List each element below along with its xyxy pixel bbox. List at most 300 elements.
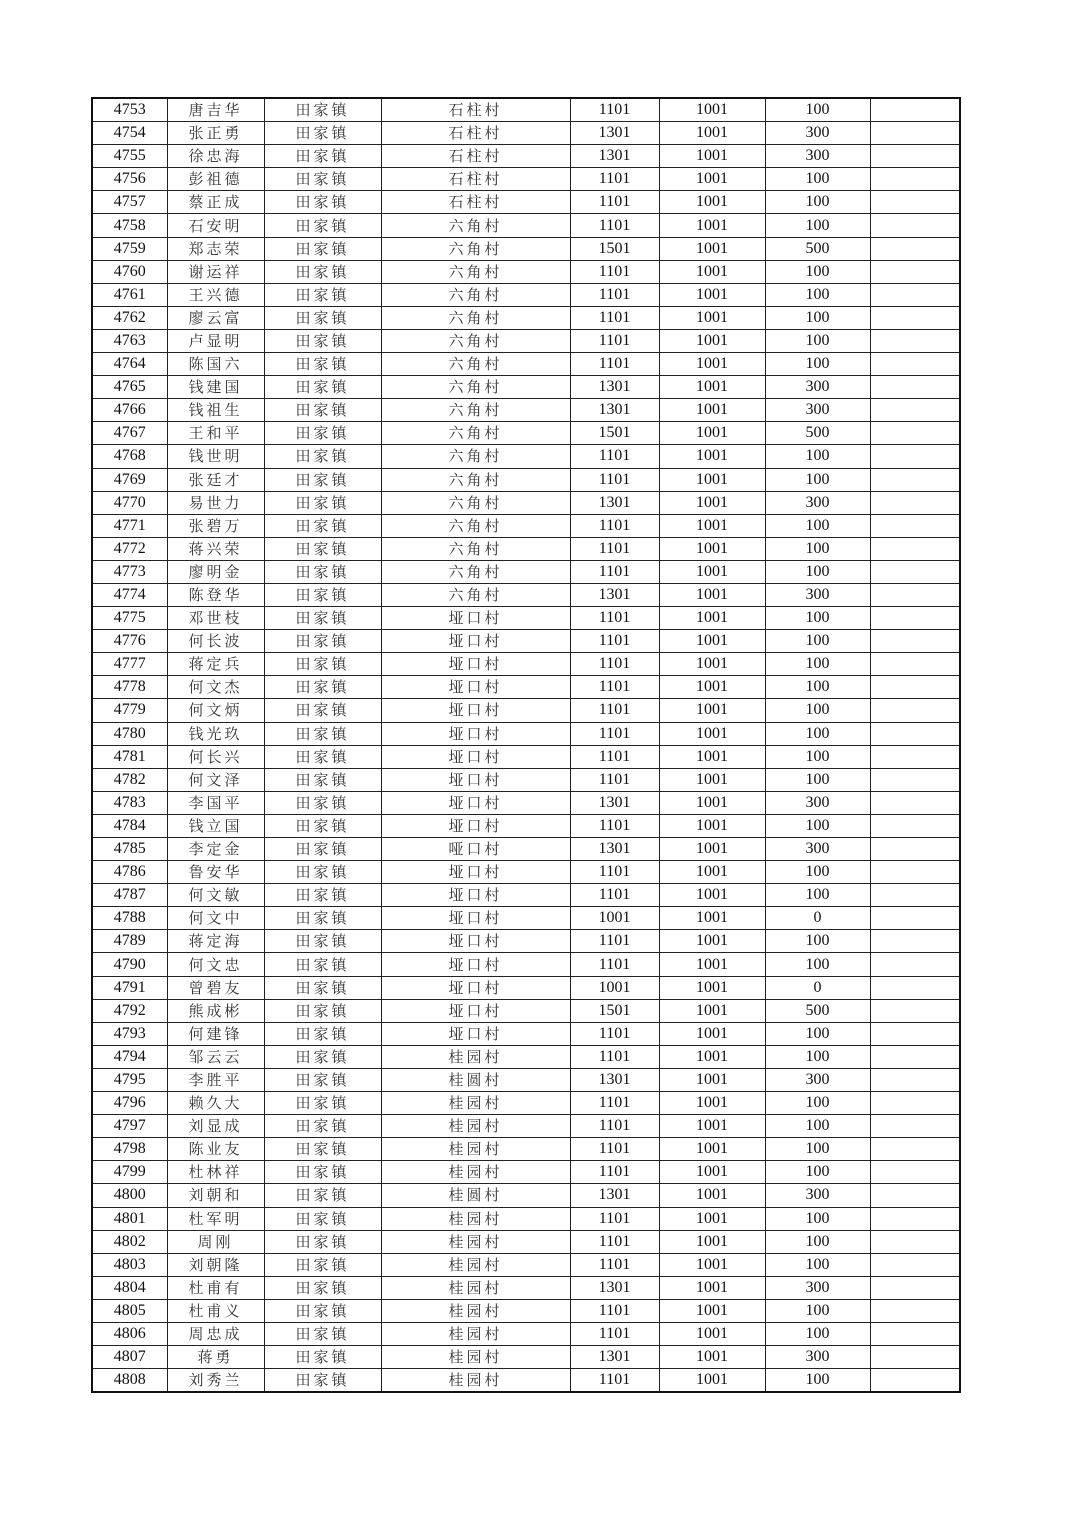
cell-code-a: 1101 [570, 329, 659, 352]
cell-village: 垭口村 [381, 999, 570, 1022]
table-row [92, 745, 960, 768]
cell-code-b: 1001 [659, 745, 765, 768]
cell-amount: 100 [765, 814, 870, 837]
cell-town: 田家镇 [264, 1207, 381, 1230]
cell-name: 邓世枝 [167, 607, 264, 630]
cell-town: 田家镇 [264, 1253, 381, 1276]
cell-name: 唐吉华 [167, 98, 264, 122]
cell-id: 4786 [92, 861, 167, 884]
table-row [92, 1138, 960, 1161]
cell-amount: 100 [765, 1253, 870, 1276]
table-row [92, 1369, 960, 1393]
cell-town: 田家镇 [264, 98, 381, 122]
cell-amount: 100 [765, 1207, 870, 1230]
cell-amount: 300 [765, 583, 870, 606]
cell-name: 何文泽 [167, 768, 264, 791]
table-row [92, 491, 960, 514]
cell-code-a: 1101 [570, 768, 659, 791]
cell-amount: 100 [765, 676, 870, 699]
cell-remark [870, 1184, 960, 1207]
cell-amount: 100 [765, 1369, 870, 1393]
cell-amount: 300 [765, 1276, 870, 1299]
cell-code-b: 1001 [659, 283, 765, 306]
cell-village: 六角村 [381, 237, 570, 260]
table-row [92, 838, 960, 861]
cell-name: 蔡正成 [167, 191, 264, 214]
cell-id: 4765 [92, 376, 167, 399]
table-row [92, 560, 960, 583]
cell-code-a: 1101 [570, 1045, 659, 1068]
cell-id: 4759 [92, 237, 167, 260]
cell-name: 钱立国 [167, 814, 264, 837]
cell-code-a: 1101 [570, 560, 659, 583]
cell-village: 石柱村 [381, 191, 570, 214]
cell-town: 田家镇 [264, 814, 381, 837]
cell-remark [870, 745, 960, 768]
cell-id: 4777 [92, 653, 167, 676]
cell-village: 六角村 [381, 353, 570, 376]
cell-code-a: 1101 [570, 722, 659, 745]
cell-name: 钱建国 [167, 376, 264, 399]
cell-code-b: 1001 [659, 653, 765, 676]
cell-name: 杜军明 [167, 1207, 264, 1230]
cell-code-a: 1101 [570, 1253, 659, 1276]
cell-village: 桂园村 [381, 1045, 570, 1068]
table-row [92, 537, 960, 560]
cell-code-a: 1301 [570, 122, 659, 145]
cell-village: 石柱村 [381, 168, 570, 191]
cell-name: 何文炳 [167, 699, 264, 722]
cell-village: 六角村 [381, 537, 570, 560]
cell-village: 桂园村 [381, 1230, 570, 1253]
cell-village: 六角村 [381, 376, 570, 399]
cell-amount: 100 [765, 1322, 870, 1345]
cell-village: 桂园村 [381, 1322, 570, 1345]
cell-code-b: 1001 [659, 260, 765, 283]
cell-town: 田家镇 [264, 353, 381, 376]
cell-town: 田家镇 [264, 1322, 381, 1345]
cell-town: 田家镇 [264, 653, 381, 676]
cell-village: 垭口村 [381, 953, 570, 976]
cell-id: 4792 [92, 999, 167, 1022]
cell-remark [870, 329, 960, 352]
table-row [92, 722, 960, 745]
cell-amount: 100 [765, 1299, 870, 1322]
cell-town: 田家镇 [264, 953, 381, 976]
cell-id: 4785 [92, 838, 167, 861]
cell-remark [870, 1253, 960, 1276]
cell-code-a: 1101 [570, 1230, 659, 1253]
cell-town: 田家镇 [264, 976, 381, 999]
table-row [92, 260, 960, 283]
cell-name: 王兴德 [167, 283, 264, 306]
table-row [92, 98, 960, 122]
cell-id: 4769 [92, 468, 167, 491]
cell-code-a: 1101 [570, 1161, 659, 1184]
cell-remark [870, 1161, 960, 1184]
cell-code-a: 1101 [570, 653, 659, 676]
cell-village: 桂园村 [381, 1207, 570, 1230]
cell-town: 田家镇 [264, 306, 381, 329]
cell-id: 4808 [92, 1369, 167, 1393]
cell-name: 刘显成 [167, 1115, 264, 1138]
cell-amount: 300 [765, 491, 870, 514]
cell-village: 垭口村 [381, 676, 570, 699]
cell-code-a: 1101 [570, 445, 659, 468]
cell-id: 4795 [92, 1068, 167, 1091]
cell-amount: 100 [765, 191, 870, 214]
cell-amount: 100 [765, 884, 870, 907]
cell-amount: 100 [765, 861, 870, 884]
cell-amount: 300 [765, 791, 870, 814]
cell-remark [870, 1115, 960, 1138]
cell-amount: 100 [765, 1045, 870, 1068]
cell-village: 垭口村 [381, 907, 570, 930]
cell-code-b: 1001 [659, 1184, 765, 1207]
cell-village: 石柱村 [381, 98, 570, 122]
cell-village: 垭口村 [381, 699, 570, 722]
table-row [92, 884, 960, 907]
cell-code-a: 1101 [570, 884, 659, 907]
cell-id: 4794 [92, 1045, 167, 1068]
cell-code-a: 1101 [570, 514, 659, 537]
cell-remark [870, 1346, 960, 1369]
table-row [92, 122, 960, 145]
cell-name: 何长波 [167, 630, 264, 653]
cell-name: 何文敏 [167, 884, 264, 907]
cell-code-b: 1001 [659, 445, 765, 468]
cell-village: 桂园村 [381, 1161, 570, 1184]
cell-name: 易世力 [167, 491, 264, 514]
cell-amount: 100 [765, 768, 870, 791]
cell-id: 4760 [92, 260, 167, 283]
cell-town: 田家镇 [264, 445, 381, 468]
cell-name: 周刚 [167, 1230, 264, 1253]
cell-village: 桂园村 [381, 1092, 570, 1115]
cell-amount: 100 [765, 745, 870, 768]
cell-code-a: 1301 [570, 376, 659, 399]
cell-town: 田家镇 [264, 1184, 381, 1207]
cell-code-a: 1301 [570, 399, 659, 422]
cell-name: 杜林祥 [167, 1161, 264, 1184]
cell-village: 垭口村 [381, 791, 570, 814]
cell-remark [870, 653, 960, 676]
cell-town: 田家镇 [264, 1022, 381, 1045]
cell-code-a: 1101 [570, 953, 659, 976]
cell-remark [870, 376, 960, 399]
cell-town: 田家镇 [264, 214, 381, 237]
table-row [92, 1276, 960, 1299]
cell-village: 垭口村 [381, 607, 570, 630]
cell-amount: 100 [765, 445, 870, 468]
cell-name: 张碧万 [167, 514, 264, 537]
cell-remark [870, 1022, 960, 1045]
cell-amount: 100 [765, 468, 870, 491]
cell-remark [870, 1299, 960, 1322]
table-row [92, 976, 960, 999]
cell-code-b: 1001 [659, 168, 765, 191]
cell-code-b: 1001 [659, 98, 765, 122]
cell-code-a: 1101 [570, 537, 659, 560]
cell-remark [870, 422, 960, 445]
cell-name: 陈登华 [167, 583, 264, 606]
cell-village: 桂园村 [381, 1138, 570, 1161]
cell-code-b: 1001 [659, 953, 765, 976]
cell-id: 4758 [92, 214, 167, 237]
cell-village: 桂园村 [381, 1346, 570, 1369]
cell-remark [870, 1207, 960, 1230]
cell-town: 田家镇 [264, 376, 381, 399]
table-row [92, 1115, 960, 1138]
cell-amount: 300 [765, 399, 870, 422]
cell-village: 桂圆村 [381, 1068, 570, 1091]
cell-village: 垭口村 [381, 745, 570, 768]
cell-name: 钱祖生 [167, 399, 264, 422]
data-table [91, 97, 961, 1393]
cell-town: 田家镇 [264, 884, 381, 907]
cell-name: 李定金 [167, 838, 264, 861]
cell-remark [870, 953, 960, 976]
cell-amount: 100 [765, 1022, 870, 1045]
cell-code-a: 1101 [570, 168, 659, 191]
cell-name: 何文忠 [167, 953, 264, 976]
cell-code-a: 1101 [570, 1207, 659, 1230]
cell-code-a: 1301 [570, 791, 659, 814]
cell-town: 田家镇 [264, 1045, 381, 1068]
table-row [92, 1092, 960, 1115]
cell-town: 田家镇 [264, 676, 381, 699]
cell-code-b: 1001 [659, 306, 765, 329]
cell-remark [870, 1068, 960, 1091]
cell-name: 谢运祥 [167, 260, 264, 283]
cell-id: 4798 [92, 1138, 167, 1161]
cell-code-b: 1001 [659, 1299, 765, 1322]
table-row [92, 283, 960, 306]
cell-name: 钱世明 [167, 445, 264, 468]
cell-remark [870, 676, 960, 699]
cell-code-b: 1001 [659, 237, 765, 260]
cell-town: 田家镇 [264, 699, 381, 722]
cell-id: 4778 [92, 676, 167, 699]
cell-code-b: 1001 [659, 768, 765, 791]
cell-remark [870, 145, 960, 168]
cell-village: 桂园村 [381, 1299, 570, 1322]
cell-name: 蒋定海 [167, 930, 264, 953]
cell-id: 4790 [92, 953, 167, 976]
table-row [92, 376, 960, 399]
table-row [92, 814, 960, 837]
table-row [92, 791, 960, 814]
cell-remark [870, 930, 960, 953]
cell-name: 邹云云 [167, 1045, 264, 1068]
cell-code-a: 1301 [570, 1068, 659, 1091]
table-row [92, 468, 960, 491]
cell-name: 李胜平 [167, 1068, 264, 1091]
table-row [92, 583, 960, 606]
cell-amount: 0 [765, 907, 870, 930]
cell-village: 桂园村 [381, 1253, 570, 1276]
cell-amount: 100 [765, 98, 870, 122]
cell-code-b: 1001 [659, 676, 765, 699]
cell-town: 田家镇 [264, 1230, 381, 1253]
cell-code-a: 1301 [570, 1346, 659, 1369]
cell-id: 4797 [92, 1115, 167, 1138]
cell-amount: 100 [765, 1138, 870, 1161]
cell-code-b: 1001 [659, 399, 765, 422]
cell-id: 4756 [92, 168, 167, 191]
cell-code-b: 1001 [659, 814, 765, 837]
cell-town: 田家镇 [264, 122, 381, 145]
cell-amount: 500 [765, 237, 870, 260]
cell-code-b: 1001 [659, 145, 765, 168]
cell-remark [870, 699, 960, 722]
cell-remark [870, 537, 960, 560]
cell-amount: 100 [765, 953, 870, 976]
table-row [92, 329, 960, 352]
table-body [92, 98, 960, 1392]
cell-amount: 100 [765, 260, 870, 283]
table-row [92, 768, 960, 791]
cell-id: 4763 [92, 329, 167, 352]
cell-amount: 300 [765, 376, 870, 399]
table-row [92, 653, 960, 676]
cell-id: 4774 [92, 583, 167, 606]
cell-id: 4803 [92, 1253, 167, 1276]
cell-name: 卢显明 [167, 329, 264, 352]
table-row [92, 1346, 960, 1369]
cell-code-a: 1301 [570, 1276, 659, 1299]
cell-town: 田家镇 [264, 607, 381, 630]
table-row [92, 1068, 960, 1091]
cell-name: 曾碧友 [167, 976, 264, 999]
cell-code-a: 1101 [570, 1115, 659, 1138]
cell-remark [870, 1369, 960, 1393]
table-row [92, 676, 960, 699]
table-row [92, 1322, 960, 1345]
cell-name: 石安明 [167, 214, 264, 237]
cell-remark [870, 583, 960, 606]
cell-code-b: 1001 [659, 1276, 765, 1299]
cell-remark [870, 976, 960, 999]
cell-town: 田家镇 [264, 1369, 381, 1393]
cell-id: 4767 [92, 422, 167, 445]
cell-code-b: 1001 [659, 583, 765, 606]
cell-remark [870, 999, 960, 1022]
cell-code-a: 1101 [570, 191, 659, 214]
cell-code-a: 1301 [570, 1184, 659, 1207]
cell-remark [870, 907, 960, 930]
cell-code-a: 1501 [570, 999, 659, 1022]
cell-code-b: 1001 [659, 1207, 765, 1230]
cell-amount: 100 [765, 168, 870, 191]
cell-village: 垭口村 [381, 930, 570, 953]
cell-id: 4766 [92, 399, 167, 422]
cell-code-b: 1001 [659, 999, 765, 1022]
cell-amount: 100 [765, 607, 870, 630]
cell-name: 王和平 [167, 422, 264, 445]
cell-name: 何建锋 [167, 1022, 264, 1045]
cell-village: 哑口村 [381, 838, 570, 861]
cell-code-a: 1301 [570, 583, 659, 606]
cell-town: 田家镇 [264, 630, 381, 653]
cell-town: 田家镇 [264, 168, 381, 191]
cell-village: 六角村 [381, 260, 570, 283]
cell-id: 4783 [92, 791, 167, 814]
cell-amount: 100 [765, 1230, 870, 1253]
cell-code-a: 1101 [570, 814, 659, 837]
cell-remark [870, 168, 960, 191]
cell-remark [870, 884, 960, 907]
cell-code-a: 1501 [570, 422, 659, 445]
cell-town: 田家镇 [264, 791, 381, 814]
cell-remark [870, 445, 960, 468]
cell-remark [870, 491, 960, 514]
cell-name: 廖明金 [167, 560, 264, 583]
cell-name: 张廷才 [167, 468, 264, 491]
cell-village: 垭口村 [381, 630, 570, 653]
cell-town: 田家镇 [264, 514, 381, 537]
cell-village: 六角村 [381, 329, 570, 352]
cell-name: 周忠成 [167, 1322, 264, 1345]
cell-code-b: 1001 [659, 1092, 765, 1115]
cell-village: 六角村 [381, 306, 570, 329]
cell-id: 4753 [92, 98, 167, 122]
cell-id: 4800 [92, 1184, 167, 1207]
cell-id: 4787 [92, 884, 167, 907]
cell-village: 六角村 [381, 422, 570, 445]
cell-town: 田家镇 [264, 468, 381, 491]
cell-village: 桂园村 [381, 1115, 570, 1138]
cell-amount: 300 [765, 122, 870, 145]
cell-code-a: 1001 [570, 907, 659, 930]
cell-code-a: 1101 [570, 676, 659, 699]
cell-id: 4755 [92, 145, 167, 168]
table-row [92, 1207, 960, 1230]
cell-code-b: 1001 [659, 699, 765, 722]
cell-town: 田家镇 [264, 1276, 381, 1299]
cell-code-a: 1101 [570, 1369, 659, 1393]
cell-id: 4779 [92, 699, 167, 722]
cell-remark [870, 1045, 960, 1068]
cell-remark [870, 260, 960, 283]
cell-amount: 100 [765, 1092, 870, 1115]
cell-code-b: 1001 [659, 329, 765, 352]
cell-village: 六角村 [381, 514, 570, 537]
cell-town: 田家镇 [264, 491, 381, 514]
cell-town: 田家镇 [264, 1161, 381, 1184]
cell-code-a: 1101 [570, 930, 659, 953]
cell-code-b: 1001 [659, 1230, 765, 1253]
cell-amount: 300 [765, 1068, 870, 1091]
cell-code-b: 1001 [659, 1161, 765, 1184]
cell-town: 田家镇 [264, 260, 381, 283]
table-row [92, 861, 960, 884]
cell-town: 田家镇 [264, 722, 381, 745]
cell-code-b: 1001 [659, 1322, 765, 1345]
cell-id: 4775 [92, 607, 167, 630]
cell-town: 田家镇 [264, 1299, 381, 1322]
table-row [92, 953, 960, 976]
cell-remark [870, 630, 960, 653]
cell-remark [870, 353, 960, 376]
cell-remark [870, 237, 960, 260]
cell-id: 4764 [92, 353, 167, 376]
cell-code-b: 1001 [659, 214, 765, 237]
cell-code-b: 1001 [659, 1045, 765, 1068]
table-row [92, 1161, 960, 1184]
cell-code-b: 1001 [659, 1346, 765, 1369]
cell-code-b: 1001 [659, 1022, 765, 1045]
